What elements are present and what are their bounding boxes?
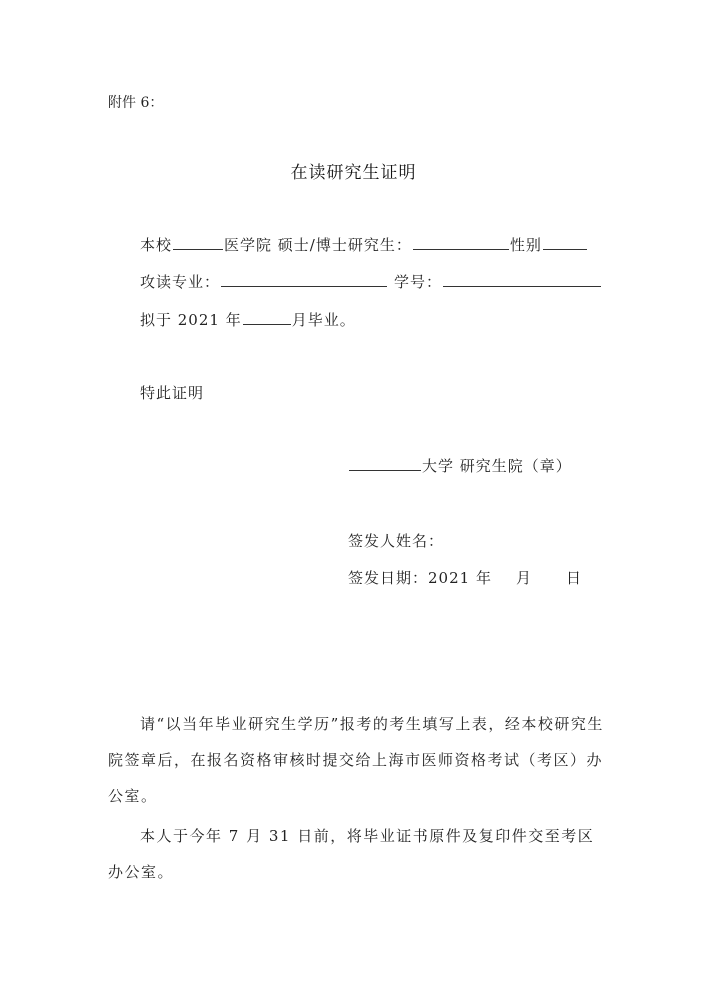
form-line-school — [140, 234, 588, 255]
document-title: 在读研究生证明 — [290, 163, 417, 183]
school-suffix: 医学院 硕士/博士研究生： — [224, 236, 412, 254]
form-line-graduation — [140, 309, 356, 330]
form-line-major — [140, 271, 602, 292]
major-label: 攻读专业： — [140, 273, 221, 291]
note-paragraph-2: 本人于今年 7 月 31 日前，将毕业证书原件及复印件交至考区办公室。 — [108, 827, 595, 881]
student-name-blank — [413, 235, 509, 250]
issue-date-line — [348, 567, 582, 588]
school-prefix: 本校 — [140, 236, 173, 254]
student-id-label: 学号： — [394, 273, 443, 291]
issue-month-label: 月 — [515, 569, 532, 587]
graduation-month-blank — [243, 310, 291, 325]
gender-blank — [543, 235, 587, 250]
note-paragraph-1: 请“以当年毕业研究生学历”报考的考生填写上表，经本校研究生院签章后，在报名资格审核时提交给上海市医师资格考试（考区）办公室。 — [108, 715, 604, 805]
graduation-prefix: 拟于 2021 年 — [140, 311, 242, 329]
student-id-blank — [443, 272, 601, 287]
signer-label: 签发人姓名： — [348, 532, 445, 550]
university-suffix: 大学 研究生院（章） — [422, 457, 572, 475]
major-blank — [221, 272, 387, 287]
graduation-suffix: 月毕业。 — [291, 311, 356, 329]
issue-day-label: 日 — [565, 569, 582, 587]
issue-date-label: 签发日期：2021 年 — [348, 569, 492, 587]
gender-label: 性别 — [509, 236, 542, 254]
certify-text: 特此证明 — [140, 384, 205, 402]
university-seal-line — [348, 455, 572, 476]
school-name-blank — [173, 235, 223, 250]
university-name-blank — [349, 456, 421, 471]
attachment-label: 附件 6： — [108, 95, 164, 111]
